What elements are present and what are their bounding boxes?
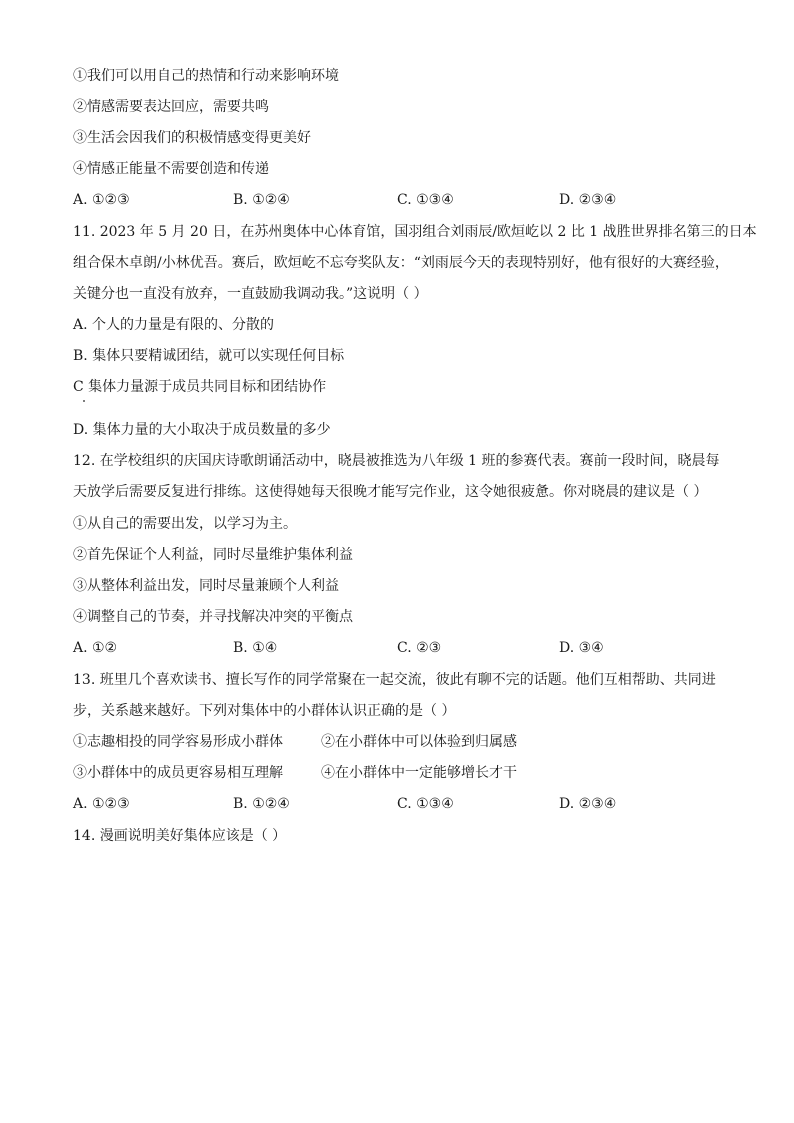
q11-stem-line-3: 关键分也一直没有放弃，一直鼓励我调动我。”这说明（ ） xyxy=(73,286,428,302)
q13-statements-row-2 xyxy=(73,763,733,783)
q11-choice-c: C 集体力量源于成员共同目标和团结协作 xyxy=(73,379,327,395)
q10-option-d: D. ②③④ xyxy=(559,192,617,208)
q13-option-c: C. ①③④ xyxy=(397,796,454,812)
q13-stem-line-1: 13. 班里几个喜欢读书、擅长写作的同学常聚在一起交流，彼此有聊不完的话题。他们互相帮助、共同进 xyxy=(73,672,716,688)
q13-stem-line-2: 步，关系越来越好。下列对集体中的小群体认识正确的是（ ） xyxy=(73,703,456,719)
q10-options xyxy=(73,190,733,210)
stray-mark xyxy=(83,400,85,402)
q13-statements-row-1 xyxy=(73,732,733,752)
q12-options xyxy=(73,638,733,658)
q12-option-a: A. ①② xyxy=(73,640,118,656)
q13-statement-2: ②在小群体中可以体验到归属感 xyxy=(321,734,517,750)
q13-options xyxy=(73,794,733,814)
q12-option-c: C. ②③ xyxy=(397,640,442,656)
q10-statement-1: ①我们可以用自己的热情和行动来影响环境 xyxy=(73,68,339,84)
q10-statement-4: ④情感正能量不需要创造和传递 xyxy=(73,161,269,177)
q12-statement-4: ④调整自己的节奏，并寻找解决冲突的平衡点 xyxy=(73,609,353,625)
q12-option-b: B. ①④ xyxy=(233,640,278,656)
q13-statement-4: ④在小群体中一定能够增长才干 xyxy=(321,765,517,781)
q12-option-d: D. ③④ xyxy=(559,640,604,656)
q11-choice-a: A. 个人的力量是有限的、分散的 xyxy=(73,317,275,333)
q10-option-b: B. ①②④ xyxy=(233,192,290,208)
q12-statement-1: ①从自己的需要出发，以学习为主。 xyxy=(73,516,297,532)
q12-stem-line-2: 天放学后需要反复进行排练。这使得她每天很晚才能写完作业，这令她很疲惫。你对晓晨的建议是（ ） xyxy=(73,484,708,500)
q14-stem: 14. 漫画说明美好集体应该是（ ） xyxy=(73,828,287,844)
q11-choice-b: B. 集体只要精诚团结，就可以实现任何目标 xyxy=(73,348,345,364)
q13-statement-1: ①志趣相投的同学容易形成小群体 xyxy=(73,734,283,750)
q13-statement-3: ③小群体中的成员更容易相互理解 xyxy=(73,765,283,781)
q13-option-a: A. ①②③ xyxy=(73,796,130,812)
q12-stem-line-1: 12. 在学校组织的庆国庆诗歌朗诵活动中，晓晨被推选为八年级 1 班的参赛代表。赛前一段时间，晓晨每 xyxy=(73,453,720,469)
q10-statement-2: ②情感需要表达回应，需要共鸣 xyxy=(73,99,269,115)
q11-stem-line-2: 组合保木卓朗/小林优吾。赛后，欧烜屹不忘夸奖队友：“刘雨辰今天的表现特别好，他有很好的大赛经验， xyxy=(73,255,729,271)
q13-option-d: D. ②③④ xyxy=(559,796,617,812)
q12-statement-2: ②首先保证个人利益，同时尽量维护集体利益 xyxy=(73,547,353,563)
q12-statement-3: ③从整体利益出发，同时尽量兼顾个人利益 xyxy=(73,578,339,594)
q11-choice-d: D. 集体力量的大小取决于成员数量的多少 xyxy=(73,422,331,438)
q10-option-c: C. ①③④ xyxy=(397,192,454,208)
q13-option-b: B. ①②④ xyxy=(233,796,290,812)
q10-option-a: A. ①②③ xyxy=(73,192,130,208)
q11-stem-line-1: 11. 2023 年 5 月 20 日，在苏州奥体中心体育馆，国羽组合刘雨辰/欧烜屹以 2 比 1 战胜世界排名第三的日本 xyxy=(73,224,757,240)
q10-statement-3: ③生活会因我们的积极情感变得更美好 xyxy=(73,130,311,146)
